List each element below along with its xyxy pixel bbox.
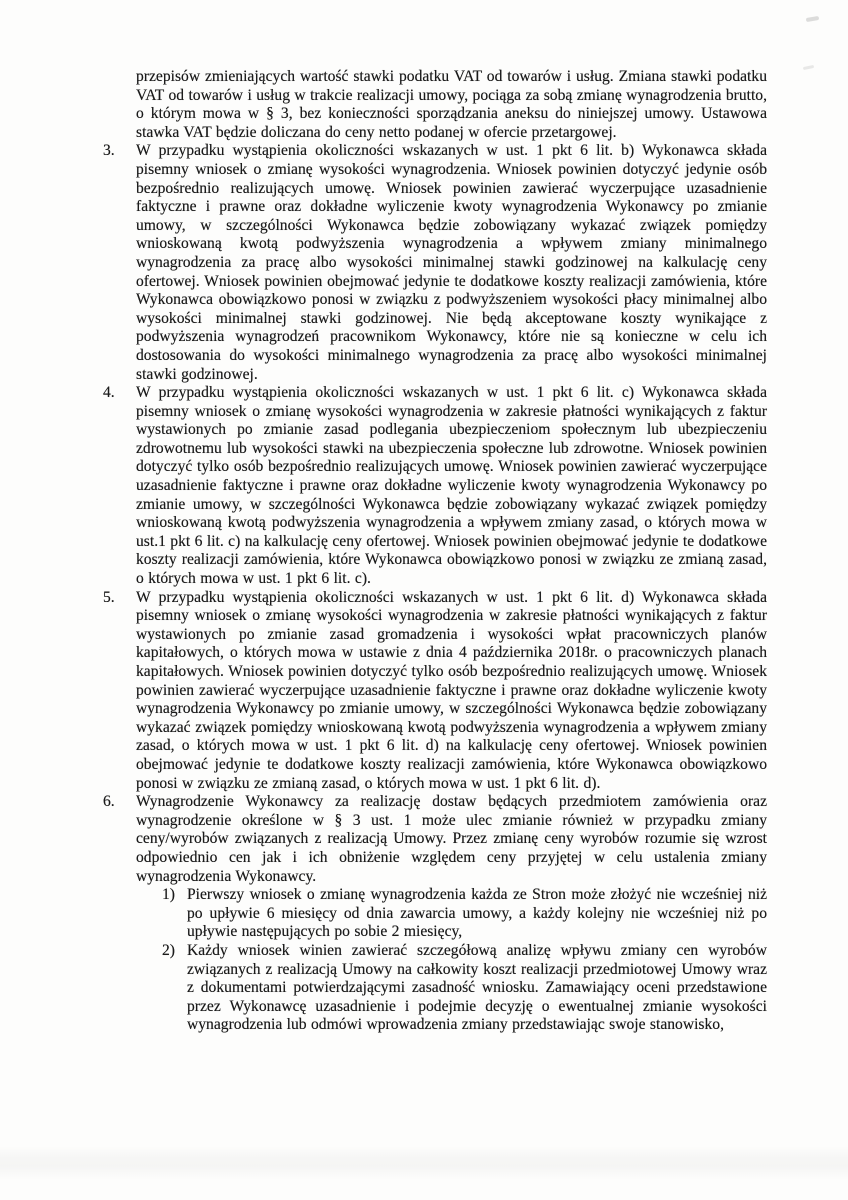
item-number: 3.	[103, 142, 115, 160]
subitem-number: 2)	[162, 941, 175, 959]
item-number: 4.	[103, 384, 115, 402]
list-item-3	[103, 142, 767, 384]
item-number: 6.	[103, 793, 115, 811]
item-text: Wynagrodzenie Wykonawcy za realizację dostaw będących przedmiotem zamówienia oraz wynagrodzenie określone w § 3 ust. 1 może ulec zmianie również w przypadku zmiany ceny/wyrobów związanych z realizacją Umowy. Przez zmianę ceny wyrobów rozumie się wzrost odpowiednio cen jak i ich obniżenie względem ceny przyjętej w celu ustalenia zmiany wynagrodzenia Wykonawcy.	[136, 793, 767, 885]
sub-item-1	[162, 886, 767, 942]
item-text: W przypadku wystąpienia okoliczności wskazanych w ust. 1 pkt 6 lit. d) Wykonawca składa pisemny wniosek o zmianę wysokości wynagrodzenia w zakresie płatności wynikających z faktur wystawionych po zmianie zasad gromadzenia i wysokości wpłat pracowniczych planów kapitałowych, o których mowa w ustawie z dnia 4 października 2018r. o pracowniczych planach kapitałowych. Wniosek powinien dotyczyć tylko osób bezpośrednio realizujących umowę. Wniosek powinien zawierać wyczerpujące uzasadnienie faktyczne i prawne oraz dokładne wyliczenie kwoty wynagrodzenia Wykonawcy po zmianie umowy, w szczególności Wykonawca będzie zobowiązany wykazać związek pomiędzy wnioskowaną kwotą podwyższenia wynagrodzenia a wpływem zmiany zasad, o których mowa w ust. 1 pkt 6 lit. d) na kalkulację ceny ofertowej. Wniosek powinien obejmować jedynie te dodatkowe koszty realizacji zamówienia, które Wykonawca obowiązkowo ponosi w związku ze zmianą zasad, o których mowa w ust. 1 pkt 6 lit. d).	[136, 588, 767, 792]
paragraph-continuation: przepisów zmieniających wartość stawki podatku VAT od towarów i usług. Zmiana stawki podatku VAT od towarów i usług w trakcie realizacji umowy, pociąga za sobą zmianę wynagrodzenia brutto, o którym mowa w § 3, bez konieczności sporządzania aneksu do niniejszej umowy. Ustawowa stawka VAT będzie doliczana do ceny netto podanej w ofercie przetargowej.	[136, 68, 767, 141]
subitem-text: Każdy wniosek winien zawierać szczegółową analizę wpływu zmiany cen wyrobów związanych z realizacją Umowy na całkowity koszt realizacji przedmiotowej Umowy wraz z dokumentami potwierdzającymi zasadność wniosku. Zamawiający oceni przedstawione przez Wykonawcę uzasadnienie i podejmie decyzję o ewentualnej zmianie wysokości wynagrodzenia lub odmówi wprowadzenia zmiany przedstawiając swoje stanowisko,	[187, 941, 767, 1034]
item-text: W przypadku wystąpienia okoliczności wskazanych w ust. 1 pkt 6 lit. c) Wykonawca składa pisemny wniosek o zmianę wysokości wynagrodzenia w zakresie płatności wynikających z faktur wystawionych po zmianie zasad podlegania ubezpieczeniom społecznym lub ubezpieczeniu zdrowotnemu lub wysokości stawki na ubezpieczenia społeczne lub zdrowotne. Wniosek powinien dotyczyć tylko osób bezpośrednio realizujących umowę. Wniosek powinien zawierać wyczerpujące uzasadnienie faktyczne i prawne oraz dokładne wyliczenie kwoty wynagrodzenia Wykonawcy po zmianie umowy, w szczególności Wykonawca będzie zobowiązany wykazać związek pomiędzy wnioskowaną kwotą podwyższenia wynagrodzenia a wpływem zmiany zasad, o których mowa w ust.1 pkt 6 lit. c) na kalkulację ceny ofertowej. Wniosek powinien obejmować jedynie te dodatkowe koszty realizacji zamówienia, które Wykonawca obowiązkowo ponosi w związku ze zmianą zasad, o których mowa w ust. 1 pkt 6 lit. c).	[136, 384, 767, 588]
subitem-number: 1)	[162, 886, 175, 904]
scan-smudge	[803, 65, 814, 70]
list-item-6	[103, 793, 767, 886]
item-text: W przypadku wystąpienia okoliczności wskazanych w ust. 1 pkt 6 lit. b) Wykonawca składa pisemny wniosek o zmianę wysokości wynagrodzenia. Wniosek powinien dotyczyć jedynie osób bezpośrednio realizujących umowę. Wniosek powinien zawierać wyczerpujące uzasadnienie faktyczne i prawne oraz dokładne wyliczenie kwoty wynagrodzenia Wykonawcy po zmianie umowy, w szczególności Wykonawca będzie zobowiązany wykazać związek pomiędzy wnioskowaną kwotą podwyższenia wynagrodzenia a wpływem zmiany minimalnego wynagrodzenia za pracę albo wysokości minimalnej stawki godzinowej na kalkulację ceny ofertowej. Wniosek powinien obejmować jedynie te dodatkowe koszty realizacji zamówienia, które Wykonawca obowiązkowo ponosi w związku z podwyższeniem wysokości płacy minimalnej albo wysokości minimalnej stawki godzinowej. Nie będą akceptowane koszty wynikające z podwyższenia wynagrodzeń pracownikom Wykonawcy, które nie są konieczne w celu ich dostosowania do wysokości minimalnego wynagrodzenia za pracę albo wysokości minimalnej stawki godzinowej.	[136, 142, 767, 383]
text-block	[103, 68, 767, 1035]
sub-item-2	[162, 942, 767, 1035]
list-item-4	[103, 384, 767, 589]
subitem-text: Pierwszy wniosek o zmianę wynagrodzenia każda ze Stron może złożyć nie wcześniej niż po upływie 6 miesięcy od dnia zawarcia umowy, a każdy kolejny nie wcześniej niż po upływie następujących po sobie 2 miesięcy,	[187, 886, 767, 941]
scan-shadow-band	[0, 1146, 848, 1180]
item-number: 5.	[103, 588, 115, 606]
scan-smudge	[806, 16, 819, 22]
list-item-5	[103, 589, 767, 794]
